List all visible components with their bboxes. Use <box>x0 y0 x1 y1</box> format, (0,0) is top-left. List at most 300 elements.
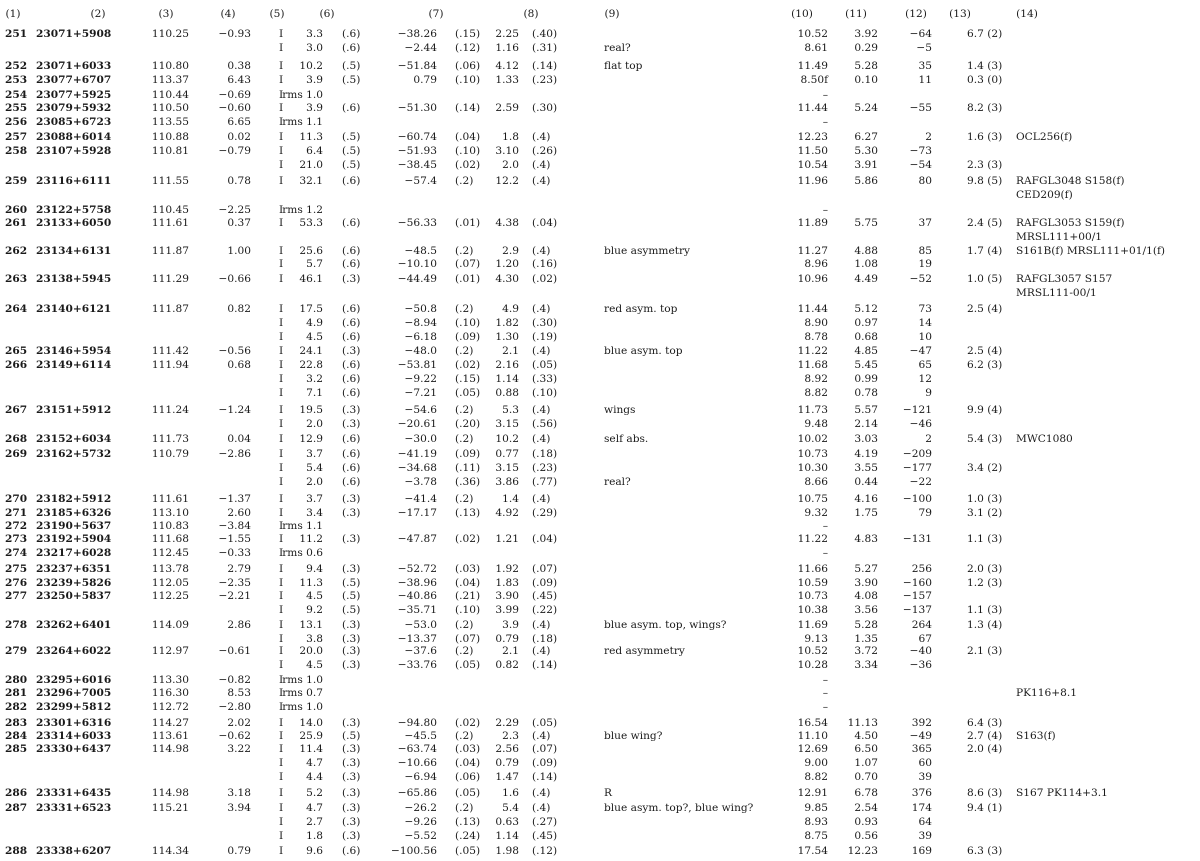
cell-b: 2.86 <box>227 619 251 631</box>
cell-id: 23134+6131 <box>36 245 112 257</box>
cell-tae: (.3) <box>342 802 361 814</box>
cell-we: (.4) <box>532 131 551 143</box>
cell-c10: 11.44 <box>797 102 828 114</box>
cell-note: red asym. top <box>604 303 678 315</box>
cell-ve: (.13) <box>455 816 481 828</box>
cell-c13: 2.5 (4) <box>967 303 1003 315</box>
table-row <box>0 257 1200 271</box>
cell-w: 4.30 <box>495 273 519 285</box>
cell-c13: 9.4 (1) <box>967 802 1003 814</box>
cell-tae: (.6) <box>342 102 361 114</box>
cell-c12: −73 <box>909 145 932 157</box>
cell-w: 0.79 <box>495 633 519 645</box>
cell-v: −51.84 <box>397 60 437 72</box>
cell-c10: 11.10 <box>797 730 828 742</box>
cell-ta: 13.1 <box>299 619 323 631</box>
cell-note: self abs. <box>604 433 649 445</box>
cell-c11: 4.16 <box>854 493 878 505</box>
cell-id: 23107+5928 <box>36 145 112 157</box>
cell-c12: 14 <box>918 317 932 329</box>
table-row <box>0 618 1200 632</box>
table-row <box>0 716 1200 730</box>
cell-c13: 2.0 (4) <box>967 743 1003 755</box>
cell-c11: 0.68 <box>854 331 878 343</box>
cell-we: (.10) <box>532 387 558 399</box>
cell-ta: 25.9 <box>299 730 323 742</box>
column-header: (13) <box>949 8 971 20</box>
cell-ta: 21.0 <box>299 159 323 171</box>
cell-n: 260 <box>5 204 28 216</box>
cell-c13: 2.3 (3) <box>967 159 1003 171</box>
cell-n: 286 <box>5 787 28 799</box>
cell-tae: (.5) <box>342 730 361 742</box>
cell-tae: (.3) <box>342 717 361 729</box>
cell-n: 274 <box>5 547 28 559</box>
cell-ta: rms 1.0 <box>282 674 323 686</box>
cell-w: 2.29 <box>495 717 519 729</box>
cell-id: 23182+5912 <box>36 493 112 505</box>
cell-c12: 2 <box>925 433 932 445</box>
cell-c10: 9.85 <box>804 802 828 814</box>
cell-tae: (.3) <box>342 404 361 416</box>
cell-c13: 2.4 (5) <box>967 217 1003 229</box>
cell-c10: 9.32 <box>804 507 828 519</box>
cell-t: I <box>279 830 284 842</box>
cell-b: 0.79 <box>227 845 251 857</box>
cell-n: 258 <box>5 145 28 157</box>
cell-tae: (.6) <box>342 217 361 229</box>
cell-t: I <box>279 317 284 329</box>
cell-note: red asymmetry <box>604 645 685 657</box>
cell-ta: 11.2 <box>299 533 323 545</box>
column-header: (2) <box>90 8 106 20</box>
cell-t: I <box>279 563 284 575</box>
table-row <box>0 73 1200 87</box>
cell-v: −51.93 <box>397 145 437 157</box>
table-row <box>0 302 1200 316</box>
cell-c12: 64 <box>918 816 932 828</box>
cell-t: I <box>279 674 284 686</box>
cell-ve: (.11) <box>455 462 481 474</box>
cell-c14: OCL256(f) <box>1016 131 1073 143</box>
table-row <box>0 59 1200 73</box>
cell-ta: 9.6 <box>306 845 323 857</box>
cell-t: I <box>279 771 284 783</box>
cell-c14: MRSL111-00/1 <box>1016 287 1097 299</box>
cell-c11: 0.99 <box>854 373 878 385</box>
cell-n: 270 <box>5 493 28 505</box>
cell-tae: (.5) <box>342 74 361 86</box>
cell-c13: 1.7 (4) <box>967 245 1003 257</box>
cell-we: (.04) <box>532 533 558 545</box>
column-header-row <box>0 7 1200 21</box>
cell-v: −2.44 <box>404 42 437 54</box>
cell-we: (.05) <box>532 717 558 729</box>
cell-v: −8.94 <box>404 317 437 329</box>
cell-w: 4.12 <box>495 60 519 72</box>
cell-c10: 10.30 <box>797 462 828 474</box>
cell-c11: 11.13 <box>847 717 878 729</box>
cell-c12: −157 <box>902 590 932 602</box>
cell-c12: 73 <box>918 303 932 315</box>
cell-tae: (.6) <box>342 387 361 399</box>
cell-tae: (.6) <box>342 476 361 488</box>
cell-l: 110.25 <box>151 28 189 40</box>
cell-ta: 46.1 <box>299 273 323 285</box>
cell-n: 275 <box>5 563 28 575</box>
cell-c11: 2.14 <box>854 418 878 430</box>
cell-id: 23088+6014 <box>36 131 112 143</box>
cell-c10: – <box>822 520 828 532</box>
cell-id: 23116+6111 <box>36 175 112 187</box>
cell-w: 1.83 <box>495 577 519 589</box>
cell-v: −9.22 <box>404 373 437 385</box>
cell-c13: 2.5 (4) <box>967 345 1003 357</box>
cell-tae: (.3) <box>342 273 361 285</box>
cell-c11: 5.57 <box>854 404 878 416</box>
cell-c13: 1.1 (3) <box>967 604 1003 616</box>
cell-ve: (.02) <box>455 159 481 171</box>
cell-t: I <box>279 204 284 216</box>
cell-we: (.30) <box>532 317 558 329</box>
cell-c10: 11.22 <box>797 345 828 357</box>
cell-c11: 4.49 <box>854 273 878 285</box>
cell-t: I <box>279 60 284 72</box>
cell-we: (.22) <box>532 604 558 616</box>
cell-tae: (.6) <box>342 258 361 270</box>
cell-we: (.19) <box>532 331 558 343</box>
table-row <box>0 358 1200 372</box>
cell-b: 3.94 <box>227 802 251 814</box>
cell-v: −38.45 <box>397 159 437 171</box>
cell-ve: (.2) <box>455 493 474 505</box>
cell-c12: −5 <box>916 42 932 54</box>
cell-note: R <box>604 787 612 799</box>
cell-w: 2.56 <box>495 743 519 755</box>
cell-c13: 1.4 (3) <box>967 60 1003 72</box>
cell-id: 23079+5932 <box>36 102 112 114</box>
cell-tae: (.3) <box>342 533 361 545</box>
cell-c12: 79 <box>918 507 932 519</box>
cell-c13: 6.7 (2) <box>967 28 1003 40</box>
cell-ve: (.09) <box>455 331 481 343</box>
cell-v: −54.6 <box>404 404 437 416</box>
cell-t: I <box>279 604 284 616</box>
column-header: (7) <box>428 8 444 20</box>
cell-ta: 4.5 <box>306 331 323 343</box>
cell-b: −1.55 <box>218 533 251 545</box>
cell-we: (.4) <box>532 802 551 814</box>
cell-c14: MRSL111+00/1 <box>1016 231 1103 243</box>
cell-b: 0.04 <box>227 433 251 445</box>
cell-we: (.4) <box>532 787 551 799</box>
cell-c12: −100 <box>902 493 932 505</box>
cell-n: 265 <box>5 345 28 357</box>
cell-t: I <box>279 645 284 657</box>
cell-id: 23295+6016 <box>36 674 112 686</box>
cell-we: (.4) <box>532 493 551 505</box>
cell-ve: (.2) <box>455 404 474 416</box>
cell-ta: 3.8 <box>306 633 323 645</box>
cell-c11: 5.28 <box>854 619 878 631</box>
cell-v: −41.4 <box>404 493 437 505</box>
cell-tae: (.3) <box>342 743 361 755</box>
cell-ta: 1.8 <box>306 830 323 842</box>
cell-ve: (.03) <box>455 743 481 755</box>
cell-c12: 174 <box>911 802 932 814</box>
cell-we: (.29) <box>532 507 558 519</box>
cell-c13: 6.2 (3) <box>967 359 1003 371</box>
cell-n: 256 <box>5 116 28 128</box>
table-row <box>0 286 1200 300</box>
cell-ve: (.15) <box>455 373 481 385</box>
cell-v: −10.66 <box>397 757 437 769</box>
cell-c11: 0.78 <box>854 387 878 399</box>
cell-c12: −46 <box>909 418 932 430</box>
cell-w: 2.1 <box>502 345 519 357</box>
cell-id: 23264+6022 <box>36 645 112 657</box>
cell-c12: −55 <box>909 102 932 114</box>
table-row <box>0 115 1200 129</box>
cell-ve: (.2) <box>455 345 474 357</box>
table-row <box>0 403 1200 417</box>
cell-n: 262 <box>5 245 28 257</box>
cell-c14: RAFGL3048 S158(f) <box>1016 175 1125 187</box>
cell-c13: 8.6 (3) <box>967 787 1003 799</box>
cell-ve: (.07) <box>455 633 481 645</box>
cell-ta: 53.3 <box>299 217 323 229</box>
cell-c11: 1.08 <box>854 258 878 270</box>
cell-tae: (.3) <box>342 659 361 671</box>
cell-we: (.30) <box>532 102 558 114</box>
cell-ta: 3.9 <box>306 102 323 114</box>
cell-c12: −209 <box>902 448 932 460</box>
cell-tae: (.5) <box>342 145 361 157</box>
cell-ve: (.20) <box>455 418 481 430</box>
cell-c10: 16.54 <box>797 717 828 729</box>
cell-c10: 8.93 <box>804 816 828 828</box>
cell-v: −65.86 <box>397 787 437 799</box>
cell-we: (.4) <box>532 433 551 445</box>
cell-c11: 5.30 <box>854 145 878 157</box>
cell-ta: 4.4 <box>306 771 323 783</box>
cell-id: 23296+7005 <box>36 687 112 699</box>
cell-c12: 9 <box>925 387 932 399</box>
cell-b: 0.68 <box>227 359 251 371</box>
cell-we: (.18) <box>532 448 558 460</box>
cell-b: 0.38 <box>227 60 251 72</box>
cell-id: 23162+5732 <box>36 448 112 460</box>
cell-w: 0.79 <box>495 757 519 769</box>
cell-tae: (.6) <box>342 317 361 329</box>
cell-v: −56.33 <box>397 217 437 229</box>
cell-we: (.09) <box>532 577 558 589</box>
column-header: (5) <box>269 8 285 20</box>
cell-c10: 10.75 <box>797 493 828 505</box>
cell-note: blue wing? <box>604 730 663 742</box>
cell-v: −17.17 <box>397 507 437 519</box>
cell-t: I <box>279 273 284 285</box>
cell-we: (.07) <box>532 563 558 575</box>
cell-t: I <box>279 802 284 814</box>
cell-ta: 5.2 <box>306 787 323 799</box>
cell-c12: −40 <box>909 645 932 657</box>
cell-c11: 5.28 <box>854 60 878 72</box>
cell-b: 3.22 <box>227 743 251 755</box>
table-row <box>0 786 1200 800</box>
cell-t: I <box>279 533 284 545</box>
cell-t: I <box>279 590 284 602</box>
cell-ta: 2.7 <box>306 816 323 828</box>
cell-c10: 11.66 <box>797 563 828 575</box>
cell-ta: 3.3 <box>306 28 323 40</box>
cell-c11: 3.56 <box>854 604 878 616</box>
cell-ta: 3.9 <box>306 74 323 86</box>
cell-l: 111.61 <box>151 493 189 505</box>
cell-n: 273 <box>5 533 28 545</box>
cell-c10: 10.28 <box>797 659 828 671</box>
cell-ta: 5.4 <box>306 462 323 474</box>
cell-l: 114.27 <box>151 717 189 729</box>
cell-l: 110.83 <box>151 520 189 532</box>
cell-c11: 0.29 <box>854 42 878 54</box>
cell-tae: (.6) <box>342 245 361 257</box>
cell-id: 23217+6028 <box>36 547 112 559</box>
cell-v: −6.94 <box>404 771 437 783</box>
cell-tae: (.6) <box>342 433 361 445</box>
cell-ta: rms 0.6 <box>282 547 323 559</box>
cell-w: 4.92 <box>495 507 519 519</box>
cell-tae: (.5) <box>342 159 361 171</box>
cell-l: 110.50 <box>151 102 189 114</box>
cell-l: 111.68 <box>151 533 189 545</box>
cell-n: 254 <box>5 89 28 101</box>
cell-c12: −49 <box>909 730 932 742</box>
cell-w: 3.90 <box>495 590 519 602</box>
cell-tae: (.3) <box>342 493 361 505</box>
cell-tae: (.3) <box>342 619 361 631</box>
cell-ta: 11.3 <box>299 577 323 589</box>
cell-w: 2.59 <box>495 102 519 114</box>
cell-tae: (.6) <box>342 845 361 857</box>
column-header: (12) <box>905 8 927 20</box>
cell-v: −40.86 <box>397 590 437 602</box>
cell-c11: 4.08 <box>854 590 878 602</box>
cell-ta: 25.6 <box>299 245 323 257</box>
cell-c11: 5.75 <box>854 217 878 229</box>
cell-w: 2.25 <box>495 28 519 40</box>
cell-c10: 10.54 <box>797 159 828 171</box>
cell-w: 2.16 <box>495 359 519 371</box>
column-header: (9) <box>604 8 620 20</box>
cell-ve: (.05) <box>455 387 481 399</box>
cell-ve: (.09) <box>455 448 481 460</box>
cell-ve: (.05) <box>455 787 481 799</box>
cell-tae: (.5) <box>342 604 361 616</box>
cell-w: 12.2 <box>495 175 519 187</box>
cell-t: I <box>279 507 284 519</box>
cell-t: I <box>279 145 284 157</box>
cell-we: (.16) <box>532 258 558 270</box>
cell-b: 6.65 <box>227 116 251 128</box>
cell-n: 280 <box>5 674 28 686</box>
cell-l: 110.80 <box>151 60 189 72</box>
cell-note: flat top <box>604 60 643 72</box>
cell-tae: (.3) <box>342 771 361 783</box>
cell-c11: 5.86 <box>854 175 878 187</box>
cell-we: (.77) <box>532 476 558 488</box>
cell-tae: (.6) <box>342 462 361 474</box>
cell-c13: 1.2 (3) <box>967 577 1003 589</box>
cell-c12: −64 <box>909 28 932 40</box>
cell-c10: 9.00 <box>804 757 828 769</box>
cell-c10: 8.78 <box>804 331 828 343</box>
cell-c10: – <box>822 687 828 699</box>
cell-we: (.56) <box>532 418 558 430</box>
cell-t: I <box>279 42 284 54</box>
cell-ta: 11.4 <box>299 743 323 755</box>
table-row <box>0 700 1200 714</box>
cell-b: −0.61 <box>218 645 251 657</box>
cell-v: −37.6 <box>404 645 437 657</box>
cell-tae: (.3) <box>342 757 361 769</box>
cell-id: 23239+5826 <box>36 577 112 589</box>
cell-n: 272 <box>5 520 28 532</box>
cell-b: 1.00 <box>227 245 251 257</box>
cell-b: −2.25 <box>218 204 251 216</box>
cell-c13: 2.0 (3) <box>967 563 1003 575</box>
cell-v: −44.49 <box>397 273 437 285</box>
cell-b: 2.02 <box>227 717 251 729</box>
cell-c13: 5.4 (3) <box>967 433 1003 445</box>
cell-t: I <box>279 633 284 645</box>
cell-t: I <box>279 373 284 385</box>
table-row <box>0 492 1200 506</box>
cell-c11: 3.03 <box>854 433 878 445</box>
cell-c10: 11.68 <box>797 359 828 371</box>
cell-we: (.04) <box>532 217 558 229</box>
cell-l: 114.98 <box>151 743 189 755</box>
cell-id: 23071+6033 <box>36 60 112 72</box>
cell-c12: −131 <box>902 533 932 545</box>
cell-c10: 8.92 <box>804 373 828 385</box>
cell-w: 0.77 <box>495 448 519 460</box>
cell-w: 0.82 <box>495 659 519 671</box>
cell-n: 263 <box>5 273 28 285</box>
cell-c11: 3.34 <box>854 659 878 671</box>
cell-we: (.26) <box>532 145 558 157</box>
cell-w: 3.10 <box>495 145 519 157</box>
cell-l: 111.61 <box>151 217 189 229</box>
cell-we: (.4) <box>532 619 551 631</box>
cell-c12: 85 <box>918 245 932 257</box>
cell-t: I <box>279 816 284 828</box>
cell-id: 23077+6707 <box>36 74 112 86</box>
cell-tae: (.6) <box>342 303 361 315</box>
cell-we: (.40) <box>532 28 558 40</box>
cell-b: 2.60 <box>227 507 251 519</box>
cell-w: 5.3 <box>502 404 519 416</box>
cell-ve: (.36) <box>455 476 481 488</box>
cell-c12: 11 <box>918 74 932 86</box>
cell-ve: (.10) <box>455 145 481 157</box>
table-row <box>0 101 1200 115</box>
cell-ve: (.10) <box>455 604 481 616</box>
table-row <box>0 506 1200 520</box>
cell-c11: 1.35 <box>854 633 878 645</box>
cell-t: I <box>279 717 284 729</box>
cell-l: 111.42 <box>151 345 189 357</box>
